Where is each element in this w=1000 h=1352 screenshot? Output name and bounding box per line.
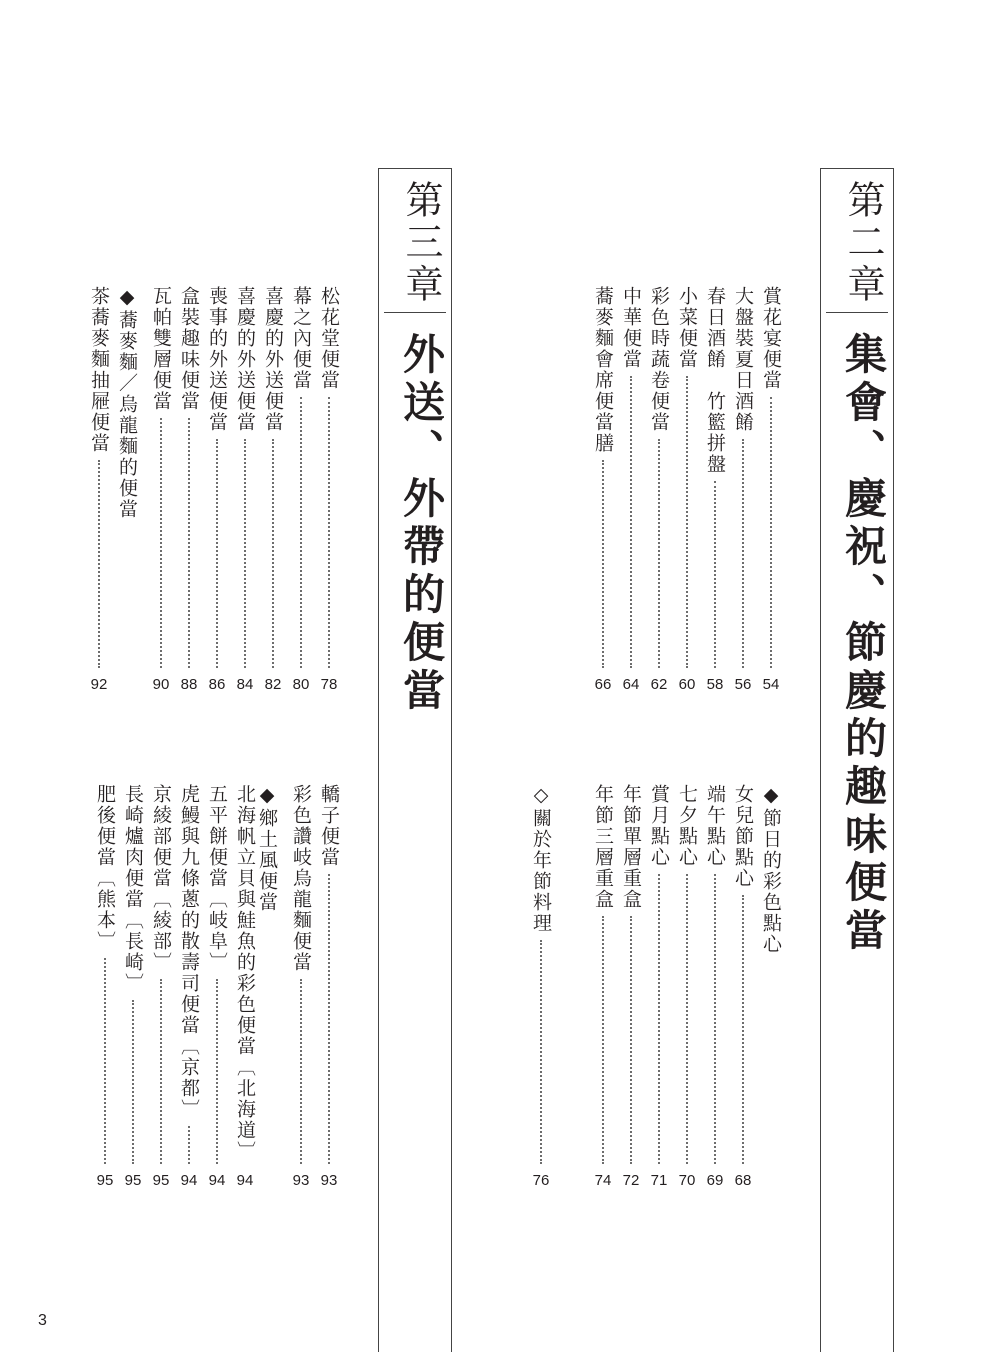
dot-leader — [714, 874, 716, 1164]
page-number: 3 — [38, 1312, 47, 1329]
toc-entry-title: ◆蕎麥麵／烏龍麵的便當 — [116, 286, 138, 520]
dot-leader — [742, 895, 744, 1164]
toc-entry-page: 90 — [152, 676, 170, 693]
toc-entry-title: 茶蕎麥麵抽屜便當 — [88, 286, 110, 454]
toc-entry-page: 92 — [90, 676, 108, 693]
toc-entry-title: 賞花宴便當 — [760, 286, 782, 391]
toc-entry-page: 78 — [320, 676, 338, 693]
dot-leader — [216, 979, 218, 1164]
toc-entry — [120, 784, 146, 1168]
dot-leader — [216, 439, 218, 668]
toc-entry-title: 中華便當 — [620, 286, 642, 370]
toc-entry-title: 長崎爐肉便當〔長崎〕 — [122, 784, 144, 994]
toc-entry-title: 年節三層重盒 — [592, 784, 614, 910]
toc-entry — [646, 784, 672, 1168]
toc-entry-title: 喜慶的外送便當 — [234, 286, 256, 433]
toc-entry — [176, 286, 202, 672]
toc-entry-title: 女兒節點心 — [732, 784, 754, 889]
dot-leader — [98, 460, 100, 668]
dot-leader — [686, 874, 688, 1164]
toc-entry-title: 彩色時蔬卷便當 — [648, 286, 670, 433]
toc-entry — [730, 286, 756, 672]
toc-entry-page: 54 — [762, 676, 780, 693]
toc-entry-page: 64 — [622, 676, 640, 693]
dot-leader — [540, 940, 542, 1164]
dot-leader — [300, 979, 302, 1164]
toc-entry-title: 小菜便當 — [676, 286, 698, 370]
toc-entry — [590, 784, 616, 1168]
dot-leader — [244, 439, 246, 668]
toc-entry — [204, 784, 230, 1168]
toc-entry-page: 58 — [706, 676, 724, 693]
toc-entry-page: 60 — [678, 676, 696, 693]
toc-entry — [758, 286, 784, 672]
dot-leader — [714, 481, 716, 668]
dot-leader — [686, 376, 688, 668]
toc-entry-page: 88 — [180, 676, 198, 693]
dot-leader — [188, 1126, 190, 1164]
toc-entry-title: 轎子便當 — [318, 784, 340, 868]
toc-entry — [316, 286, 342, 672]
toc-entry-page: 66 — [594, 676, 612, 693]
toc-entry — [92, 784, 118, 1168]
toc-entry-title: 彩色讚岐烏龍麵便當 — [290, 784, 312, 973]
toc-entry-title: 松花堂便當 — [318, 286, 340, 391]
toc-entry-title: 七夕點心 — [676, 784, 698, 868]
dot-leader — [104, 958, 106, 1164]
toc-entry-page: 82 — [264, 676, 282, 693]
dot-leader — [300, 397, 302, 668]
dot-leader — [658, 874, 660, 1164]
toc-entry-title: 喜慶的外送便當 — [262, 286, 284, 433]
toc-entry-page: 94 — [236, 1172, 254, 1189]
toc-entry-title: ◇關於年節料理 — [530, 784, 552, 934]
toc-entry — [204, 286, 230, 672]
toc-entry — [528, 784, 554, 1168]
dot-leader — [328, 874, 330, 1164]
dot-leader — [658, 439, 660, 668]
dot-leader — [132, 1000, 134, 1164]
toc-entry-title: 年節單層重盒 — [620, 784, 642, 910]
toc-entry-title: ◆節日的彩色點心 — [760, 784, 782, 955]
toc-entry-page: 71 — [650, 1172, 668, 1189]
chapter-2-label: 第二章 — [841, 180, 885, 306]
chapter-2-divider — [826, 312, 888, 313]
toc-entry-title: ◆鄉土風便當 — [256, 784, 278, 913]
toc-entry — [176, 784, 202, 1168]
toc-entry — [260, 286, 286, 672]
toc-entry-title: 春日酒餚 竹籃拼盤 — [704, 286, 726, 475]
toc-entry-page: 95 — [124, 1172, 142, 1189]
toc-entry-page: 72 — [622, 1172, 640, 1189]
dot-leader — [630, 376, 632, 668]
toc-entry — [702, 286, 728, 672]
toc-entry-title: 五平餅便當〔岐阜〕 — [206, 784, 228, 973]
dot-leader — [602, 916, 604, 1164]
toc-entry-page: 84 — [236, 676, 254, 693]
toc-entry — [232, 784, 258, 1168]
toc-entry — [702, 784, 728, 1168]
toc-entry-title: 盒裝趣味便當 — [178, 286, 200, 412]
toc-entry — [148, 784, 174, 1168]
toc-entry — [148, 286, 174, 672]
toc-entry-title: 端午點心 — [704, 784, 726, 868]
toc-entry-page: 56 — [734, 676, 752, 693]
toc-entry-page: 74 — [594, 1172, 612, 1189]
dot-leader — [328, 397, 330, 668]
toc-entry-page: 93 — [320, 1172, 338, 1189]
chapter-3-divider — [384, 312, 446, 313]
toc-entry — [86, 286, 112, 672]
toc-entry — [590, 286, 616, 672]
toc-entry — [730, 784, 756, 1168]
toc-entry — [288, 784, 314, 1168]
toc-entry-title: 虎鰻與九條蔥的散壽司便當〔京都〕 — [178, 784, 200, 1120]
toc-entry-page: 62 — [650, 676, 668, 693]
toc-entry-page: 95 — [152, 1172, 170, 1189]
toc-entry — [114, 286, 140, 672]
toc-entry-title: 京綾部便當〔綾部〕 — [150, 784, 172, 973]
toc-entry-page: 94 — [208, 1172, 226, 1189]
toc-entry — [618, 286, 644, 672]
toc-entry-page: 68 — [734, 1172, 752, 1189]
toc-entry-page: 86 — [208, 676, 226, 693]
toc-entry-page: 70 — [678, 1172, 696, 1189]
dot-leader — [602, 460, 604, 668]
toc-entry-title: 北海帆立貝與鮭魚的彩色便當〔北海道〕 — [234, 784, 256, 1162]
toc-entry-title: 大盤裝夏日酒餚 — [732, 286, 754, 433]
toc-entry-page: 80 — [292, 676, 310, 693]
dot-leader — [188, 418, 190, 668]
dot-leader — [770, 397, 772, 668]
toc-entry-page: 95 — [96, 1172, 114, 1189]
chapter-3-label: 第三章 — [399, 180, 443, 306]
toc-entry-title: 賞月點心 — [648, 784, 670, 868]
toc-entry — [232, 286, 258, 672]
toc-entry — [618, 784, 644, 1168]
toc-entry — [646, 286, 672, 672]
toc-entry-page: 93 — [292, 1172, 310, 1189]
toc-entry-title: 肥後便當〔熊本〕 — [94, 784, 116, 952]
toc-entry — [674, 784, 700, 1168]
toc-entry-title: 瓦帕雙層便當 — [150, 286, 172, 412]
chapter-3-title: 外送、外帶的便當 — [397, 332, 446, 716]
dot-leader — [630, 916, 632, 1164]
toc-entry-page: 76 — [532, 1172, 550, 1189]
toc-entry — [674, 286, 700, 672]
dot-leader — [742, 439, 744, 668]
dot-leader — [160, 979, 162, 1164]
toc-entry-title: 蕎麥麵會席便當膳 — [592, 286, 614, 454]
toc-entry-page: 94 — [180, 1172, 198, 1189]
toc-entry — [288, 286, 314, 672]
toc-entry-page: 69 — [706, 1172, 724, 1189]
chapter-2-title: 集會、慶祝、節慶的趣味便當 — [839, 332, 888, 956]
toc-entry — [758, 784, 784, 1168]
dot-leader — [272, 439, 274, 668]
toc-entry-title: 喪事的外送便當 — [206, 286, 228, 433]
dot-leader — [160, 418, 162, 668]
toc-entry-title: 幕之內便當 — [290, 286, 312, 391]
toc-entry — [316, 784, 342, 1168]
